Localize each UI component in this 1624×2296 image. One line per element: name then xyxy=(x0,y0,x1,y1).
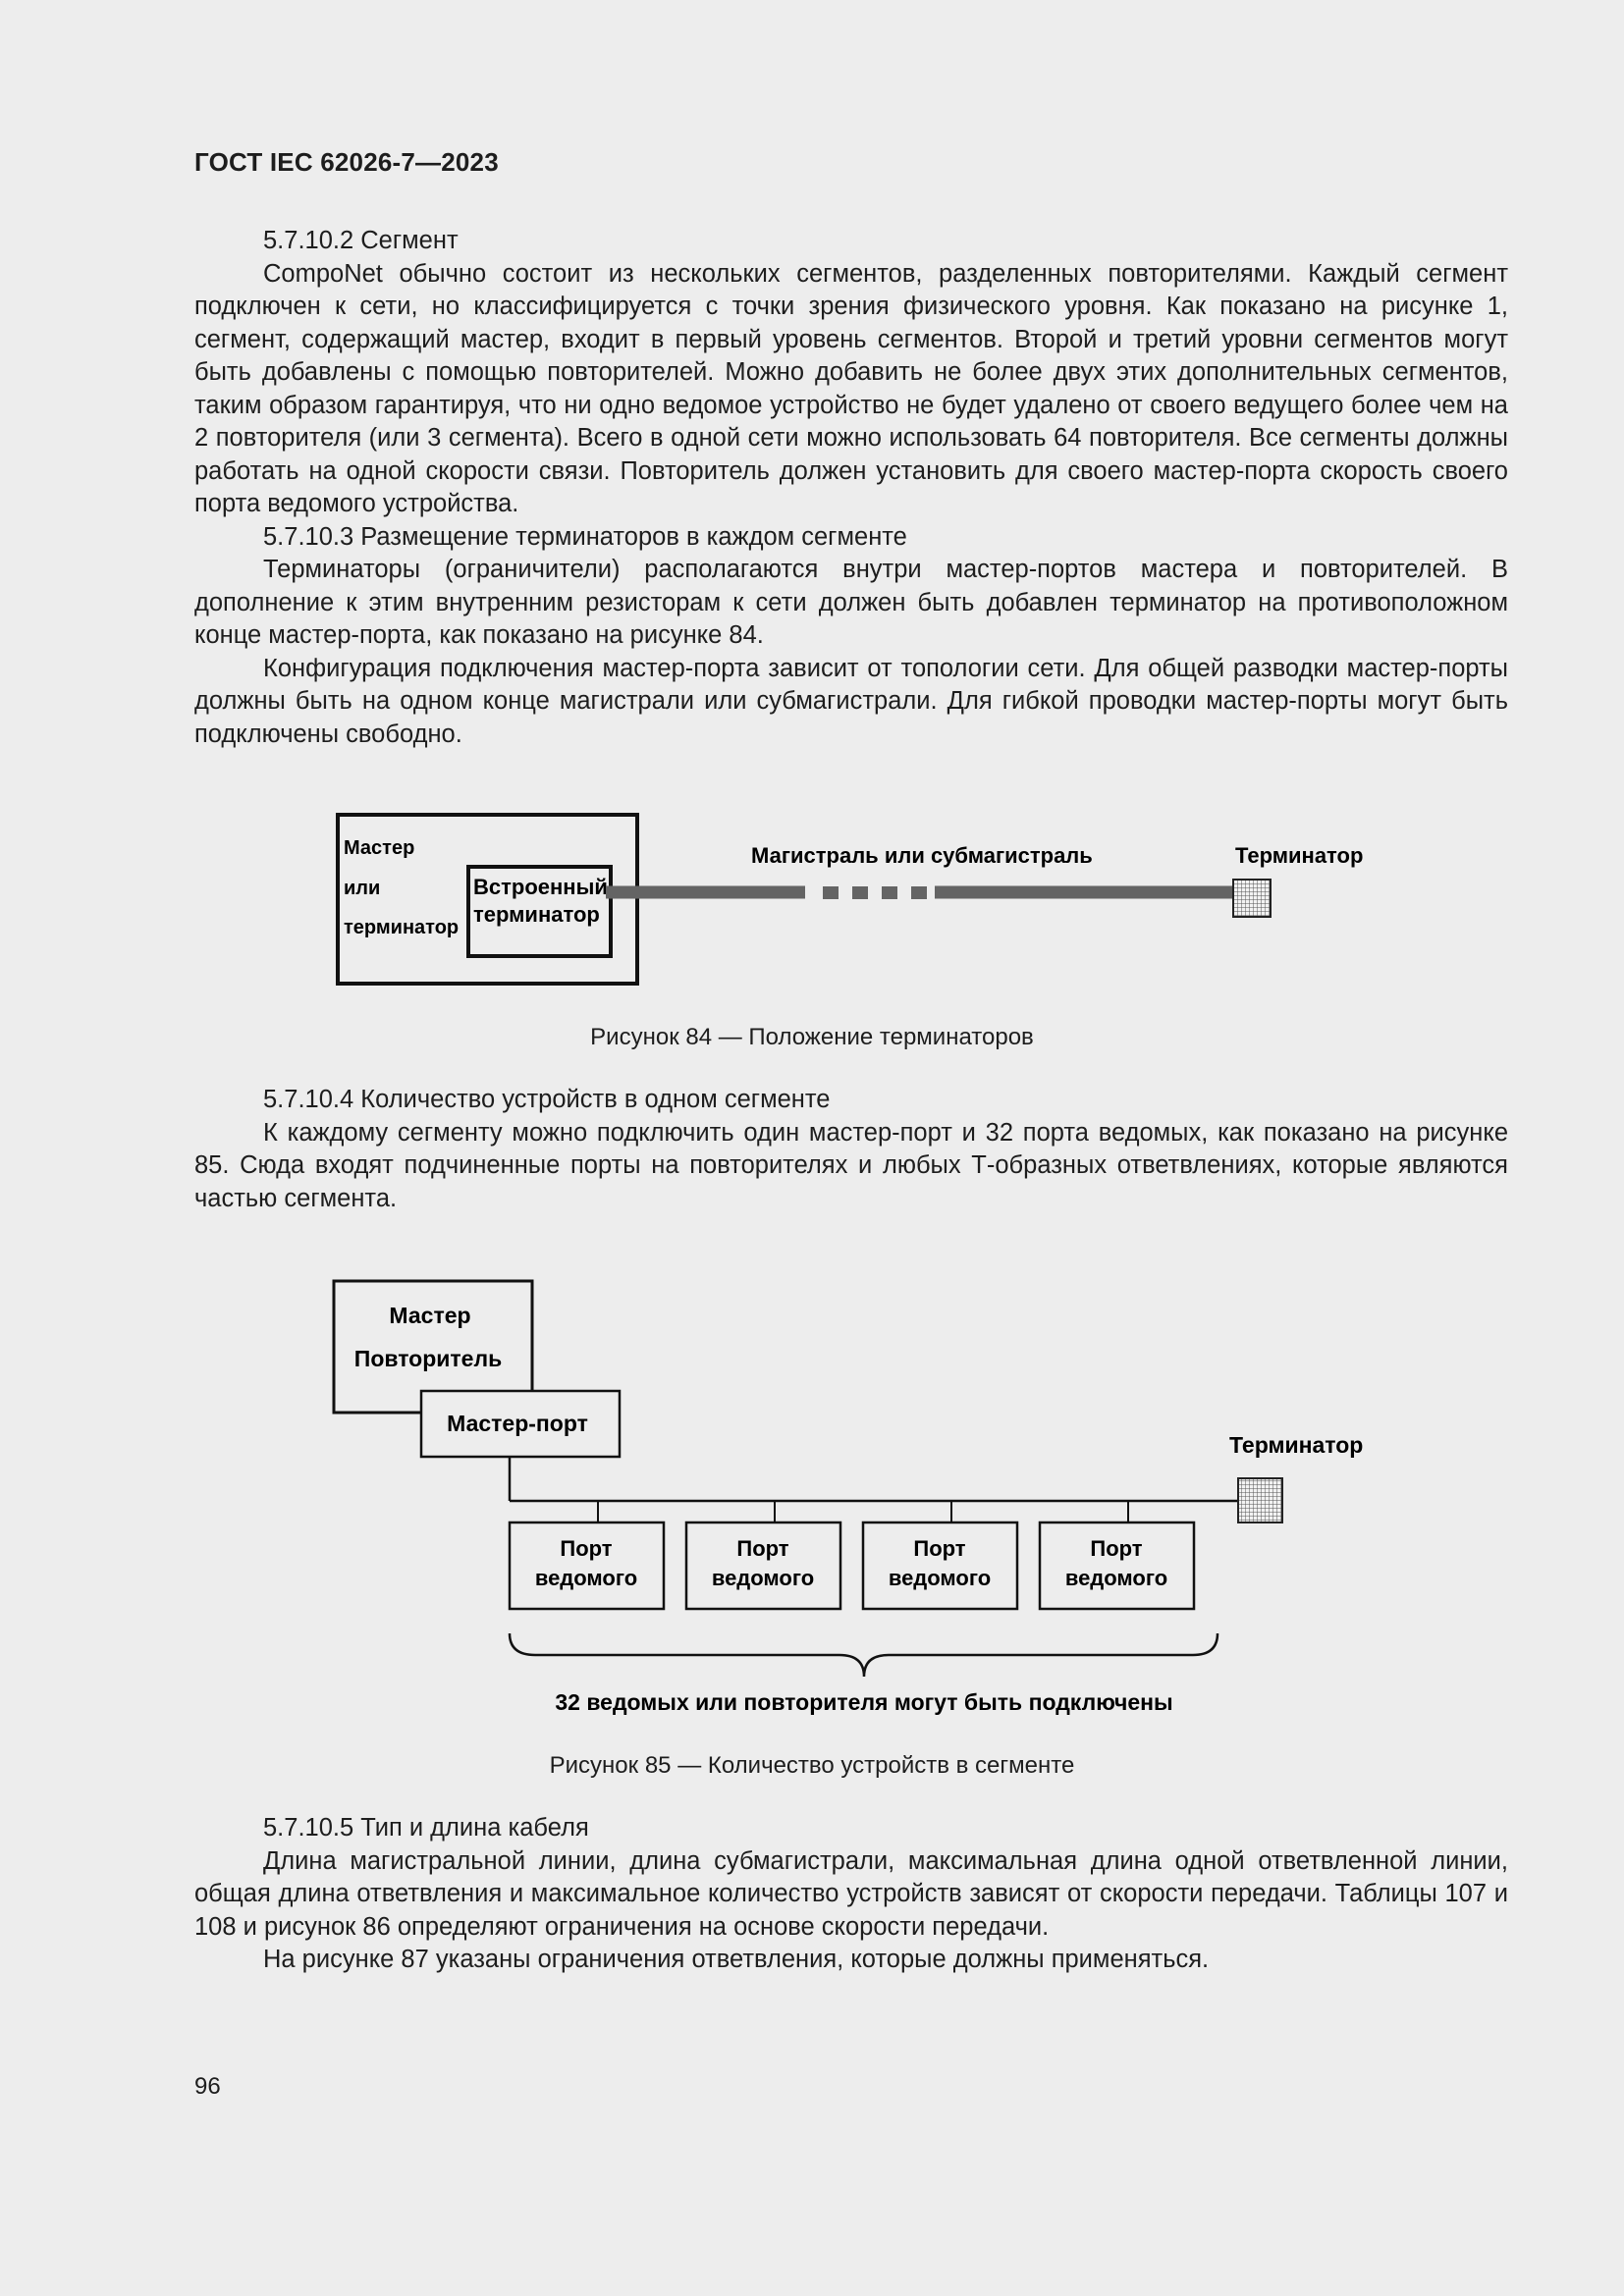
master-port-label: Мастер-порт xyxy=(447,1411,588,1436)
repeater-label: Повторитель xyxy=(353,1346,503,1371)
slave-port-label-1b: ведомого xyxy=(534,1566,638,1590)
figure-84-caption: Рисунок 84 — Положение терминаторов xyxy=(590,1024,1034,1050)
box-label-line-2: или xyxy=(344,878,381,899)
master-label: Мастер xyxy=(389,1303,471,1328)
paragraph-cable-1: Длина магистральной линии, длина субмагистрали, максимальная длина одной ответвленной линии, общая длина ответвления и максимальное количество устройств зависят от скорости передачи. Таблицы 107 и 108 и рисунок 86 определяют ограничения на основе скорости передачи. xyxy=(194,1846,1508,1941)
terminator-label: Терминатор xyxy=(1229,1432,1364,1458)
section-heading-cable: 5.7.10.5 Тип и длина кабеля xyxy=(263,1814,589,1842)
slave-port-label-2a: Порт xyxy=(736,1536,789,1561)
section-heading-device-count: 5.7.10.4 Количество устройств в одном сегменте xyxy=(263,1086,831,1113)
paragraph-device-count: К каждому сегменту можно подключить один мастер-порт и 32 порта ведомых, как показано на рисунке 85. Сюда входят подчиненные порты на повторителях и любых Т-образных ответвлениях, которые являются частью сегмента. xyxy=(194,1118,1508,1212)
text-block-bottom xyxy=(194,1812,1508,1977)
brace-label: 32 ведомых или повторителя могут быть подключены xyxy=(555,1689,1173,1715)
slave-port-label-3a: Порт xyxy=(913,1536,966,1561)
figure-84-diagram xyxy=(0,805,1624,1001)
slave-port-label-1a: Порт xyxy=(560,1536,613,1561)
paragraph-terminators-1: Терминаторы (ограничители) располагаются внутри мастер-портов мастера и повторителей. В дополнение к этим внутренним резисторам к сети должен быть добавлен терминатор на противоположном конце мастер-порта, как показано на рисунке 84. xyxy=(194,556,1508,649)
trunk-dash-3 xyxy=(882,886,897,899)
terminator-symbol xyxy=(1233,880,1271,917)
terminator-symbol xyxy=(1238,1478,1282,1522)
page-number: 96 xyxy=(194,2073,221,2100)
slave-port-label-3b: ведомого xyxy=(888,1566,992,1590)
document-header: ГОСТ IEC 62026-7—2023 xyxy=(194,147,499,177)
section-heading-terminators: 5.7.10.3 Размещение терминаторов в каждом сегменте xyxy=(263,522,907,551)
section-heading-segment: 5.7.10.2 Сегмент xyxy=(263,227,459,254)
paragraph-segment: CompoNet обычно состоит из нескольких сегментов, разделенных повторителями. Каждый сегмент подключен к сети, но классифицируется с точки зрения физического уровня. Как показано на рисунке 1, сегмент, содержащий мастер, входит в первый уровень сегментов. Второй и третий уровни сегментов могут быть добавлены с помощью повторителей. Можно добавить не более двух этих дополнительных сегментов, таким образом гарантируя, что ни одно ведомое устройство не будет удалено от своего ведущего более чем на 2 повторителя (или 3 сегмента). Всего в одной сети можно использовать 64 повторителя. Все сегменты должны работать на одной скорости связи. Повторитель должен установить для своего мастер-порта скорость своего порта ведомого устройства. xyxy=(194,259,1508,517)
figure-85-diagram xyxy=(0,1272,1624,1728)
curly-brace xyxy=(510,1633,1218,1677)
slave-port-label-4b: ведомого xyxy=(1064,1566,1168,1590)
inner-label-line-2: терминатор xyxy=(473,902,600,927)
paragraph-cable-2: На рисунке 87 указаны ограничения ответвления, которые должны применяться. xyxy=(263,1946,1210,1973)
figure-85-caption: Рисунок 85 — Количество устройств в сегменте xyxy=(549,1752,1075,1779)
trunk-dash-2 xyxy=(852,886,868,899)
slave-port-label-4a: Порт xyxy=(1090,1536,1143,1561)
trunk-dash-4 xyxy=(911,886,927,899)
text-block-middle xyxy=(194,1084,1508,1215)
trunk-label: Магистраль или субмагистраль xyxy=(751,843,1093,868)
trunk-dash-1 xyxy=(823,886,839,899)
box-label-line-3: терминатор xyxy=(344,917,460,938)
text-block-top xyxy=(194,225,1508,751)
box-label-line-1: Мастер xyxy=(344,837,415,859)
inner-label-line-1: Встроенный xyxy=(473,875,608,899)
slave-port-label-2b: ведомого xyxy=(711,1566,815,1590)
paragraph-terminators-2: Конфигурация подключения мастер-порта зависит от топологии сети. Для общей разводки мастер-порты должны быть на одном конце магистрали или субмагистрали. Для гибкой проводки мастер-порты могут быть подключены свободно. xyxy=(194,654,1508,748)
terminator-label: Терминатор xyxy=(1235,843,1364,868)
